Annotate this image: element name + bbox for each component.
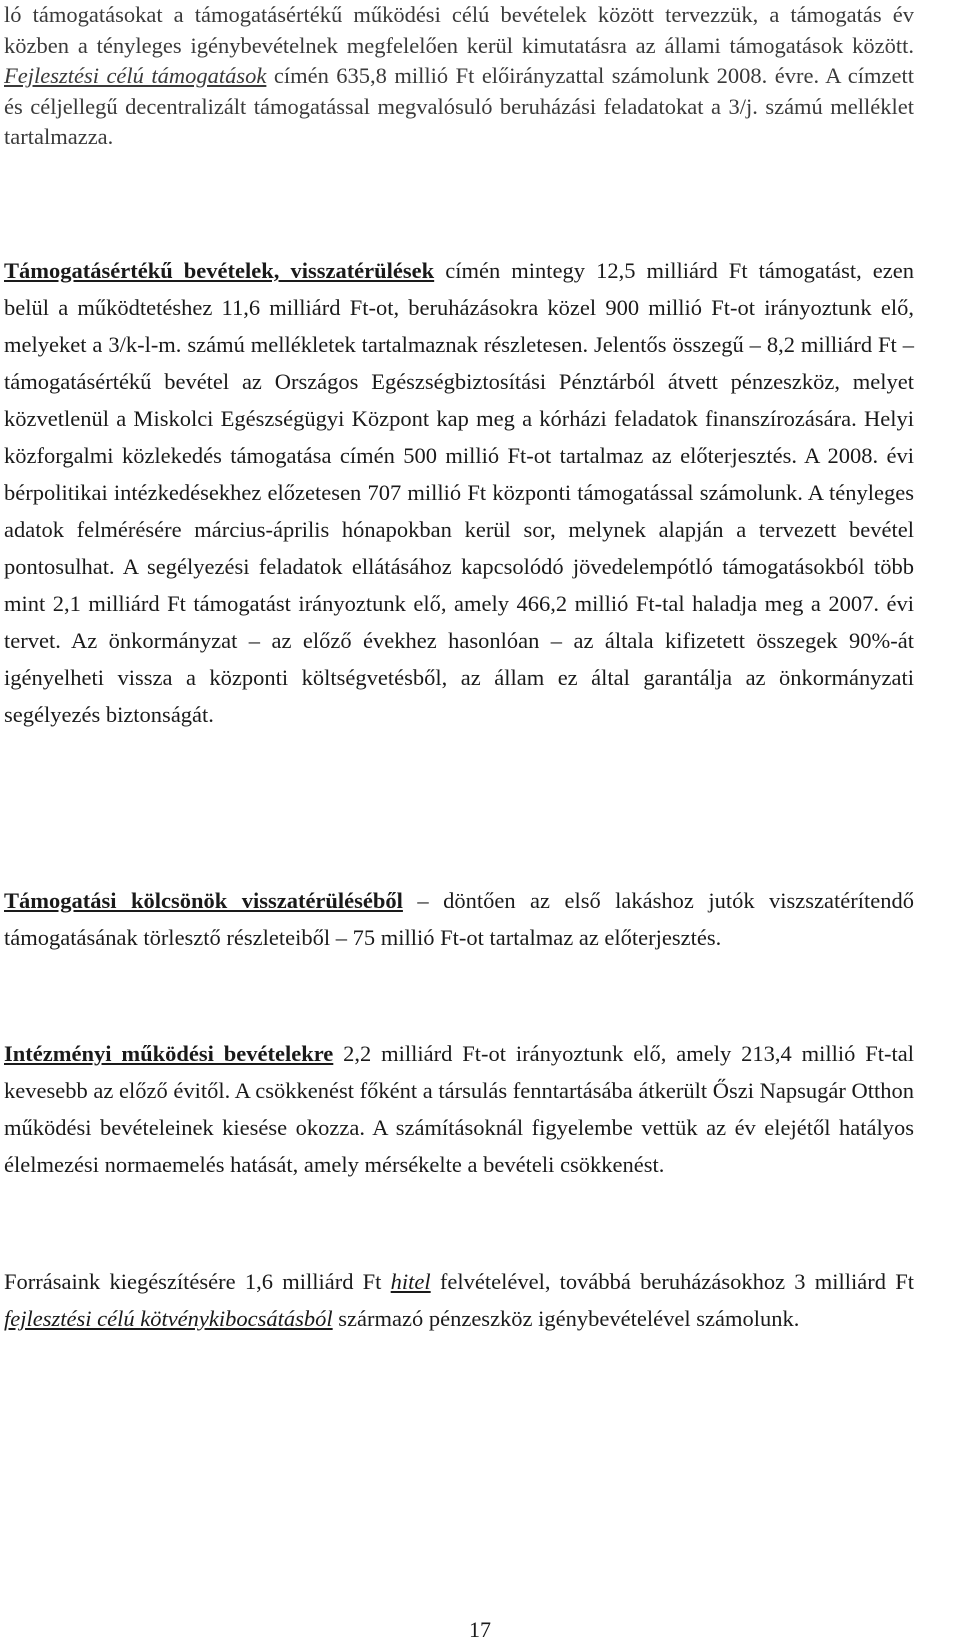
- paragraph-text: Forrásaink kiegészítésére 1,6 milliárd Ft: [4, 1269, 391, 1294]
- paragraph-text: származó pénzeszköz igénybevételével számolunk.: [332, 1306, 800, 1331]
- paragraph-state-subsidies: [4, 0, 914, 153]
- paragraph-subsidy-revenues: [4, 252, 914, 733]
- paragraph-text: 2,2 milliárd Ft-ot irányoztunk elő, amely 213,4 millió Ft-tal kevesebb az előző évitől. A csökkenést főként a társulás fenntartásába átkerült Őszi Napsugár Otthon működési bevételeinek kiesése okozza. A számításoknál figyelembe vettük az év elejétől hatályos élelmezési normaemelés hatását, amely mérsékelte a bevételi csökkenést.: [4, 1041, 914, 1177]
- paragraph-financing-sources: [4, 1263, 914, 1337]
- paragraph-text: – döntően az első lakáshoz jutók viszszatérítendő támogatásának törlesztő részleteiből – 75 millió Ft-ot tartalmaz az előterjesztés.: [4, 888, 914, 950]
- section-heading: Támogatásértékű bevételek, visszatérülések: [4, 258, 435, 283]
- emphasis-loan: hitel: [390, 1269, 431, 1294]
- paragraph-text: címén mintegy 12,5 milliárd Ft támogatást, ezen belül a működtetéshez 11,6 milliárd Ft-ot, beruházásokra közel 900 millió Ft-ot irányoztunk elő, melyeket a 3/k-l-m. számú mellékletek tartalmaznak részletesen. Jelentős összegű – 8,2 milliárd Ft – támogatásértékű bevétel az Országos Egészségbiztosítási Pénztárból átvett pénzeszköz, melyet közvetlenül a Miskolci Egészségügyi Központ kap meg a kórházi feladatok finanszírozására. Helyi közforgalmi közlekedés támogatása címén 500 millió Ft-ot tartalmaz az előterjesztés. A 2008. évi bérpolitikai intézkedésekhez előzetesen 707 millió Ft központi támogatással számolunk. A tényleges adatok felmérésére március-április hónapokban kerül sor, melynek alapján a tervezett bevétel pontosulhat. A segélyezési feladatok ellátásához kapcsolódó jövedelempótló támogatásokból több mint 2,1 milliárd Ft támogatást irányoztunk elő, amely 466,2 millió Ft-tal haladja meg a 2007. évi tervet. Az önkormányzat – az előző évekhez hasonlóan – az általa kifizetett összegek 90%-át igényelheti vissza a központi költségvetésből, az állam ez által garantálja az önkormányzati segélyezés biztonságát.: [4, 258, 914, 727]
- paragraph-text: címén 635,8 millió Ft előirányzattal számolunk 2008. évre. A címzett és céljellegű decentralizált támogatással megvalósuló beruházási feladatokat a 3/j. számú melléklet tartalmazza.: [4, 63, 914, 150]
- page-number: 17: [469, 1617, 491, 1642]
- emphasis-development-subsidies: Fejlesztési célú támogatások: [4, 63, 267, 89]
- paragraph-text: ló támogatásokat a támogatásértékű működési célú bevételek között tervezzük, a támogatás év közben a tényleges igénybevételnek megfelelően kerül kimutatásra az állami támogatások között.: [4, 2, 914, 58]
- paragraph-text: felvételével, továbbá beruházásokhoz 3 milliárd Ft: [430, 1269, 914, 1294]
- section-heading: Támogatási kölcsönök visszatérüléséből: [4, 888, 403, 913]
- paragraph-institutional-revenues: [4, 1035, 914, 1183]
- paragraph-loan-repayments: [4, 882, 914, 956]
- emphasis-bond-issue: fejlesztési célú kötvénykibocsátásból: [4, 1306, 333, 1331]
- section-heading: Intézményi működési bevételekre: [4, 1041, 334, 1066]
